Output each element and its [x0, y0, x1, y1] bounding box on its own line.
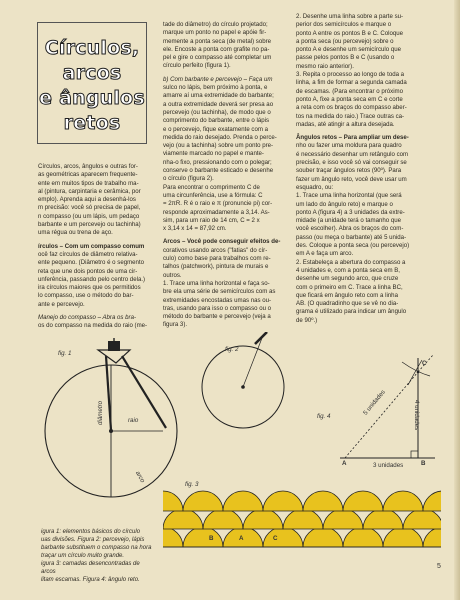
fig4-point-b: B [421, 460, 426, 467]
col2-line: extremidades encostadas umas nas ou- [163, 296, 272, 304]
col1-line: írculos – Com um compasso comum [38, 242, 145, 250]
col2-line: uma circunferência, use a fórmula: C [163, 191, 263, 199]
scale-arc [363, 509, 403, 529]
col1-line: n compasso (ou um lápis, um pedaço [38, 212, 140, 220]
col2-line: vejo (ou a tachinha) sobre um ponto pre- [163, 142, 274, 150]
column-2 [163, 21, 285, 330]
scale-arc [323, 509, 363, 529]
col3-line: des. Coloque a ponta seca (ou percevejo) [296, 242, 410, 250]
col3-line: 1. Trace uma linha horizontal (que será [296, 192, 402, 200]
col3-line: ponto A entre os pontos B e C. Coloque [296, 29, 404, 37]
col2-line: memente a ponta seca (de metal) sobre [163, 37, 272, 45]
col2-line: círculo perfeito (figura 1). [163, 62, 231, 70]
arco-label: arco [133, 470, 147, 484]
scale-arc [283, 509, 323, 529]
col2-line: Arcos – Você pode conseguir efeitos de- [163, 238, 281, 246]
col1-line: Manejo do compasso – Abra os bra- [38, 314, 137, 322]
figure-2-string-pin [198, 332, 288, 432]
col2-line: tade do diâmetro) do círculo projetado; [163, 21, 268, 28]
col1-line: reta que une dois pontos de uma cir- [38, 267, 138, 275]
scale-arc [343, 527, 383, 547]
scale-arc [423, 491, 441, 511]
col2-line: figura 3). [163, 321, 188, 329]
col1-line: ocê faz círculos de diâmetro relativa- [38, 250, 138, 258]
col3-line: em A e faça um arco. [296, 250, 354, 258]
col2-line: x 3,14 x 14 = 87,92 cm. [163, 225, 227, 233]
col3-line: de 90º.) [296, 316, 318, 324]
col3-line: de escamas. (Para encontrar o próximo [296, 87, 404, 95]
caption-line: litam escamas. Figura 4: ângulo reto. [41, 577, 140, 583]
col3-line: 4 unidades e, com a ponta seca em B, [296, 266, 400, 274]
col2-line: marque um ponto no papel e apóie fir- [163, 29, 267, 37]
scale-arc [403, 509, 441, 529]
col3-line: 3. Repita o processo ao longo de toda a [296, 71, 405, 79]
col3-line: linha, a fim de formar a segunda camada [296, 79, 407, 87]
raio-label: raio [128, 417, 139, 424]
page-number: 5 [437, 563, 441, 570]
col1-line: emplo). Aprenda aqui a desenhá-los [38, 196, 136, 204]
fig4-point-c: C [422, 360, 427, 367]
col2-line: ele. Encoste a ponta com grafite no pa- [163, 45, 270, 53]
scale-arc [383, 491, 423, 511]
col3-line: esquadro, ou: [296, 183, 334, 191]
col3-line: fazer um ângulo reto, você deve usar um [296, 175, 407, 183]
title-line-2: arcos [62, 62, 122, 84]
col1-line: ente em muitos tipos de trabalho ma- [38, 179, 139, 187]
fig4-label: fig. 4 [317, 413, 331, 420]
col2-line: outros. [163, 271, 182, 279]
col3-line: que ficará em ângulo reto com a linha [296, 291, 398, 299]
col2-line: pel e gire o compasso até completar um [163, 54, 272, 62]
col2-line: culo) como base para trabalhos com re- [163, 255, 271, 263]
col2-line: tras, usando para isso o compasso ou o [163, 304, 272, 312]
col3-line: midade (a unidade terá o tamanho que [296, 217, 402, 225]
fig3-point-c: C [273, 535, 278, 542]
page-edge-shadow [454, 0, 460, 600]
col1-line: ente pequeno. (Diâmetro é o segmento [38, 259, 145, 267]
scale-arc [263, 527, 303, 547]
col2-line: comprimento do barbante, entre o lápis [163, 117, 270, 125]
col3-line: ponto A (figura 4) a 3 unidades da extre- [296, 208, 405, 216]
fig3-point-b: B [209, 535, 214, 542]
col2-line: talhos (patchwork), pintura de murais e [163, 263, 269, 271]
col3-line: 2. Estabeleça a abertura do compasso a [296, 258, 406, 266]
col2-line: = 2πR. R é o raio e π (pronuncie pi) cor- [163, 200, 273, 208]
scale-arc [203, 509, 243, 529]
col3-line: tos na medida do raio.) Trace outras ca- [296, 112, 405, 120]
col3-line: perior dos semicírculos e marque o [296, 21, 392, 29]
col3-line: você escolher). Abra os braços do com- [296, 225, 404, 233]
col2-line: amarre aí uma extremidade do barbante; [163, 92, 274, 100]
scale-arc [263, 491, 303, 511]
col2-line: percevejo (ou tachinha), de modo que o [163, 108, 271, 116]
scale-arc [163, 509, 203, 529]
title-line-4: retos [63, 112, 121, 134]
col1-line: m precisão: você só precisa de papel, [38, 204, 141, 212]
scale-arc [243, 509, 283, 529]
col2-line: responde aproximadamente a 3,14. As- [163, 208, 270, 216]
col1-line: barbante e um percevejo ou tachinha) [38, 221, 141, 229]
col3-line: a reta com os braços do compasso aber- [296, 104, 407, 112]
fig1-label: fig. 1 [58, 350, 72, 357]
col3-line: ponto A e desenhe um semicírculo que [296, 46, 402, 54]
title-line-3: e ângulos [39, 87, 145, 109]
caption-line: igura 3: camadas desencontradas de arcos [41, 561, 140, 575]
col2-line: bre ela uma série de semicírculos com as [163, 288, 276, 296]
col2-line: 1. Trace uma linha horizontal e faça so- [163, 279, 270, 287]
col2-line: conserve o barbante esticado e desenhe [163, 167, 274, 175]
col1-line: ante e percevejo. [38, 300, 85, 308]
column-3 [296, 13, 424, 325]
col3-line: nho ou fazer uma moldura para quadro [296, 142, 402, 150]
col1-line: lo compasso, use o método do bar- [38, 292, 134, 300]
col3-line: com o primeiro em C. Trace a linha BC, [296, 283, 403, 291]
col2-line: sim, para um raio de 14 cm, C = 2 x [163, 216, 260, 224]
col2-line: Para encontrar o comprimento C de [163, 183, 260, 191]
col2-line: e o percevejo, fique exatamente com a [163, 125, 269, 133]
col3-line: desenhe um segundo arco, que cruze [296, 275, 399, 283]
col3-line: um lado do ângulo reto) e marque o [296, 200, 393, 208]
col3-line: passo (ou meça o barbante) até 5 unida- [296, 233, 407, 241]
scale-arc [163, 491, 183, 511]
col2-line: a outra extremidade deverá ser presa ao [163, 100, 274, 108]
title-box [37, 22, 147, 144]
five-units-label: 5 unidades [362, 388, 387, 417]
title-line-1: Círculos, [44, 37, 140, 59]
col2-line: nha-o fixo, pressionando com o polegar; [163, 158, 272, 166]
scale-arc [423, 527, 441, 547]
col2-line: b) Com barbante e percevejo – Faça um [163, 75, 273, 83]
caption-line: igura 1: elementos básicos do círculo [41, 529, 141, 535]
figure-caption [41, 528, 153, 584]
figure-3-scale-arcs [163, 485, 441, 575]
col1-line: ira círculos maiores que os permitidos [38, 284, 141, 292]
scale-arcs-group [163, 491, 441, 547]
scale-arc [163, 527, 183, 547]
col3-line: ponto A, fixe a ponta seca em C e corte [296, 95, 403, 103]
scale-arc [343, 491, 383, 511]
col2-line: sulco no lápis, bem próximo à ponta, e [163, 84, 268, 92]
fig2-label: fig. 2 [225, 346, 239, 353]
caption-line: traçar um círculo muito grande. [41, 553, 125, 559]
scale-arc [183, 491, 223, 511]
scale-arc [383, 527, 423, 547]
col1-line: al (pintura, carpintaria e cerâmica, por [38, 187, 141, 195]
col1-line: unferência, passando pelo centro dela.) [38, 275, 146, 283]
scale-arc [303, 491, 343, 511]
col1-line: Círculos, arcos, ângulos e outras for- [38, 163, 138, 170]
col2-line: método do barbante e percevejo (veja a [163, 313, 271, 321]
fig3-label: fig. 3 [185, 481, 199, 488]
col1-line: as geométricas aparecem frequente- [38, 171, 138, 179]
col3-line: Ângulos retos – Para ampliar um dese- [296, 134, 409, 142]
col2-line: viamente marcado no papel e mante- [163, 150, 264, 158]
col3-line: precisão, e isso você só vai conseguir se [296, 159, 407, 167]
col3-line: a ponta seca (ou percevejo) sobre o [296, 37, 394, 45]
four-units-label: 4 unidades [413, 400, 420, 431]
col3-line: é necessário desenhar um retângulo com [296, 150, 409, 158]
fig4-point-a: A [342, 460, 347, 467]
col3-line: passe pelos pontos B e C (usando o [296, 54, 395, 62]
scale-arc [303, 527, 343, 547]
col2-line: corativos usando arcos ("fatias" do cír- [163, 246, 268, 254]
col3-line: souber traçar ângulos retos (90º). Para [296, 167, 402, 175]
scale-arc [223, 491, 263, 511]
col2-line: medida do raio desejado. Prenda o perce- [163, 133, 277, 141]
column-1 [38, 163, 160, 331]
scale-arc [183, 527, 223, 547]
col3-line: AB. (O quadradinho que se vê no dia- [296, 300, 399, 308]
caption-line: uas divisões. Figura 2: percevejo, lápis [41, 537, 145, 543]
fig3-point-a: A [239, 535, 244, 542]
col1-line: uma régua ou trena de aço. [38, 229, 113, 237]
col1-line: os do compasso na medida do raio (me- [38, 322, 148, 330]
diametro-label: diâmetro [97, 400, 104, 425]
caption-line: barbante substituem o compasso na hora [41, 545, 152, 551]
col3-line: mesmo raio anterior). [296, 62, 354, 70]
col3-line: grama é utilizado para indicar um ângulo [296, 308, 407, 316]
col2-line: o círculo (figura 2). [163, 175, 214, 183]
three-units-label: 3 unidades [373, 462, 404, 469]
col3-line: madas, até atingir a altura desejada. [296, 120, 395, 128]
col3-line: 2. Desenhe uma linha sobre a parte su- [296, 13, 404, 20]
